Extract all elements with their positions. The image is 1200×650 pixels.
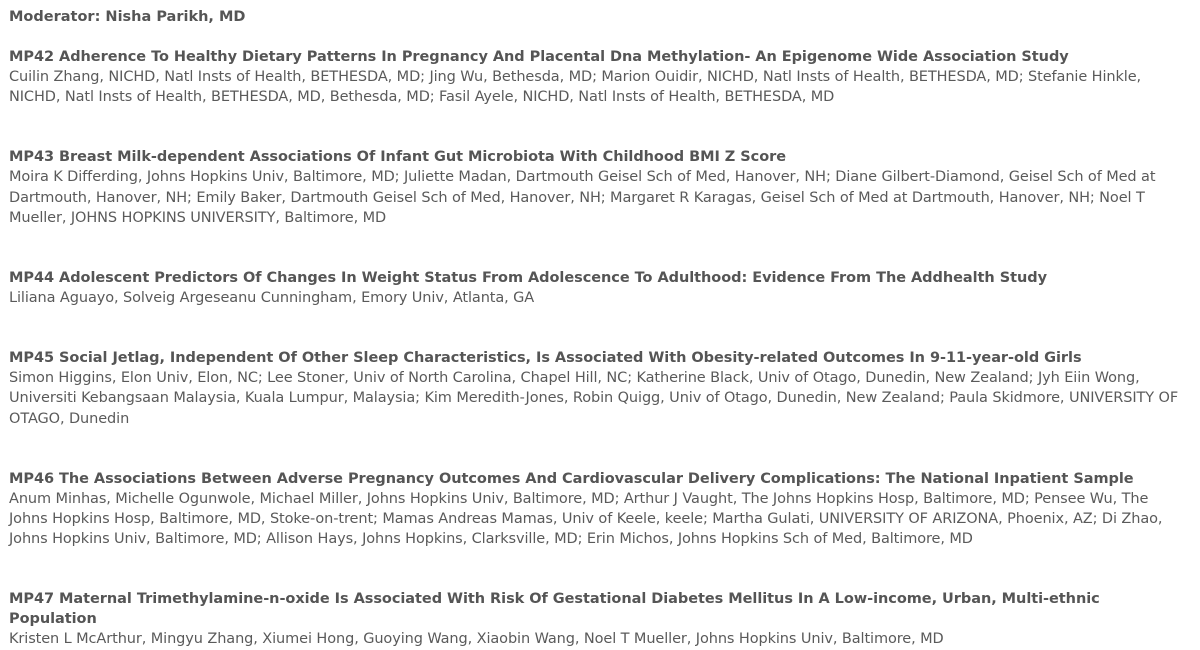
abstract-title: MP43 Breast Milk-dependent Associations Of Infant Gut Microbiota With Childhood BMI Z Score (9, 149, 786, 166)
abstract-title: MP44 Adolescent Predictors Of Changes In Weight Status From Adolescence To Adulthood: Evidence From The Addhealth Study (9, 270, 1047, 287)
abstract-title: MP42 Adherence To Healthy Dietary Patterns In Pregnancy And Placental Dna Methylation- An Epigenome Wide Association Study (9, 49, 1069, 65)
abstract-item (9, 348, 1190, 429)
abstract-item (9, 469, 1190, 550)
abstract-authors: Anum Minhas, Michelle Ogunwole, Michael Miller, Johns Hopkins Univ, Baltimore, MD; Arthur J Vaught, The Johns Hopkins Hosp, Baltimore, MD; Pensee Wu, The Johns Hopkins Hosp, Baltimore, MD, Stoke-on-trent; Mamas Andreas Mamas, Univ of Keele, keele; Martha Gulati, UNIVERSITY OF ARIZONA, Phoenix, AZ; Di Zhao, Johns Hopkins Univ, Baltimore, MD; Allison Hays, Johns Hopkins, Clarksville, MD; Erin Michos, Johns Hopkins Sch of Med, Baltimore, MD (9, 490, 1163, 548)
abstract-title: MP46 The Associations Between Adverse Pregnancy Outcomes And Cardiovascular Delivery Complications: The National Inpatient Sample (9, 470, 1134, 487)
abstract-authors: Kristen L McArthur, Mingyu Zhang, Xiumei Hong, Guoying Wang, Xiaobin Wang, Noel T Mueller, Johns Hopkins Univ, Baltimore, MD (9, 631, 944, 648)
abstract-item (9, 147, 1190, 228)
abstract-authors: Liliana Aguayo, Solveig Argeseanu Cunningham, Emory Univ, Atlanta, GA (9, 290, 535, 307)
abstract-item (9, 268, 1190, 308)
moderator-line: Moderator: Nisha Parikh, MD (9, 9, 246, 25)
abstract-authors: Cuilin Zhang, NICHD, Natl Insts of Health, BETHESDA, MD; Jing Wu, Bethesda, MD; Marion Ouidir, NICHD, Natl Insts of Health, BETHESDA, MD; Stefanie Hinkle, NICHD, Natl Insts of Health, BETHESDA, MD, Bethesda, MD; Fasil Ayele, NICHD, Natl Insts of Health, BETHESDA, MD (9, 69, 1142, 106)
abstract-item (9, 47, 1190, 107)
abstract-item (9, 589, 1190, 649)
abstract-title: MP45 Social Jetlag, Independent Of Other Sleep Characteristics, Is Associated With Obesity-related Outcomes In 9-11-year-old Girls (9, 350, 1082, 367)
abstract-authors: Simon Higgins, Elon Univ, Elon, NC; Lee Stoner, Univ of North Carolina, Chapel Hill, NC; Katherine Black, Univ of Otago, Dunedin, New Zealand; Jyh Eiin Wong, Universiti Kebangsaan Malaysia, Kuala Lumpur, Malaysia; Kim Meredith-Jones, Robin Quigg, Univ of Otago, Dunedin, New Zealand; Paula Skidmore, UNIVERSITY OF OTAGO, Dunedin (9, 370, 1179, 427)
abstract-title: MP47 Maternal Trimethylamine-n-oxide Is Associated With Risk Of Gestational Diabetes Mellitus In A Low-income, Urban, Multi-ethnic Population (9, 591, 1100, 628)
abstract-authors: Moira K Differding, Johns Hopkins Univ, Baltimore, MD; Juliette Madan, Dartmouth Geisel Sch of Med, Hanover, NH; Diane Gilbert-Diamond, Geisel Sch of Med at Dartmouth, Hanover, NH; Emily Baker, Dartmouth Geisel Sch of Med, Hanover, NH; Margaret R Karagas, Geisel Sch of Med at Dartmouth, Hanover, NH; Noel T Mueller, JOHNS HOPKINS UNIVERSITY, Baltimore, MD (9, 169, 1156, 226)
